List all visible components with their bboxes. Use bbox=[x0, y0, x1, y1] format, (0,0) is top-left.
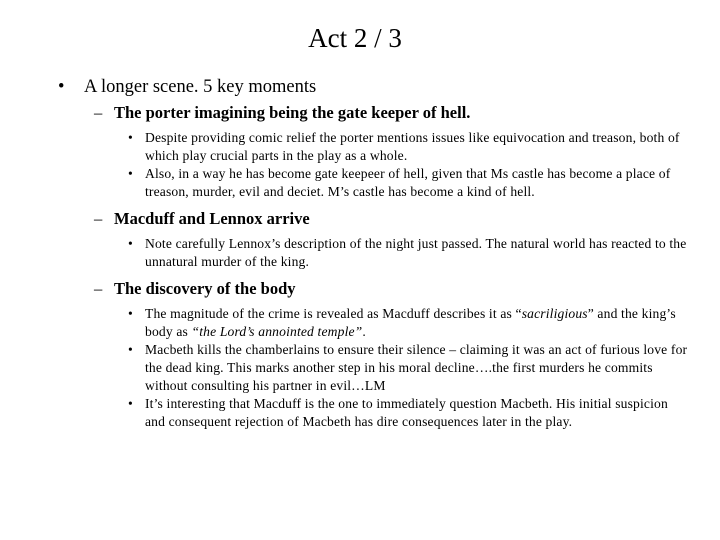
bullet-icon: • bbox=[128, 342, 133, 357]
text-segment: The magnitude of the crime is revealed as Macduff describes it as “ bbox=[145, 306, 522, 321]
italic-quote: sacriligious bbox=[521, 306, 588, 321]
list-item bbox=[128, 129, 690, 165]
list-item-text: It’s interesting that Macduff is the one to immediately question Macbeth. His initial suspicion and consequent rejection of Macbeth has dire consequences later in the play. bbox=[145, 396, 668, 429]
bullet-icon: • bbox=[128, 396, 133, 411]
list-item-text: Macbeth kills the chamberlains to ensure their silence – claiming it was an act of furious love for the dead king. This marks another step in his moral decline….the first murders he commits without consulting his partner in evil…LM bbox=[145, 342, 688, 393]
dash-icon: – bbox=[94, 209, 103, 228]
slide-title: Act 2 / 3 bbox=[308, 23, 402, 53]
slide-content bbox=[0, 76, 720, 431]
text-segment: . bbox=[362, 324, 366, 339]
list-item-text: Also, in a way he has become gate keepeer of hell, given that Ms castle has become a place of treason, murder, evil and deciet. M’s castle has become a kind of hell. bbox=[145, 166, 671, 199]
list-item-text: Despite providing comic relief the porter mentions issues like equivocation and treason, both of which play crucial parts in the play as a whole. bbox=[145, 130, 680, 163]
bullet-icon: • bbox=[128, 236, 133, 251]
bullet-icon: • bbox=[128, 306, 133, 321]
dash-icon: – bbox=[94, 103, 103, 122]
bullet-icon: • bbox=[128, 166, 133, 181]
top-bullet-text: A longer scene. 5 key moments bbox=[84, 77, 317, 97]
list-item bbox=[128, 165, 690, 201]
section-heading-porter bbox=[94, 103, 694, 123]
list-item bbox=[128, 395, 690, 431]
list-item-text bbox=[145, 306, 676, 339]
text-segment: ” and the king’s body as bbox=[145, 306, 676, 339]
list-item-text: Note carefully Lennox’s description of the night just passed. The natural world has reacted to the unnatural murder of the king. bbox=[145, 236, 687, 269]
italic-quote: “the Lord’s annointed temple” bbox=[191, 324, 363, 339]
section-heading-text: Macduff and Lennox arrive bbox=[114, 209, 310, 228]
list-item bbox=[128, 235, 690, 271]
bullet-icon: • bbox=[128, 130, 133, 145]
section-heading-text: The discovery of the body bbox=[114, 279, 296, 298]
bullet-icon: • bbox=[58, 77, 65, 97]
list-item bbox=[128, 305, 690, 341]
list-item bbox=[128, 341, 690, 395]
section-heading-macduff-lennox bbox=[94, 209, 694, 229]
section-heading-text: The porter imagining being the gate keeper of hell. bbox=[114, 103, 471, 122]
top-bullet bbox=[58, 76, 684, 98]
section-heading-discovery bbox=[94, 279, 694, 299]
dash-icon: – bbox=[94, 279, 103, 298]
